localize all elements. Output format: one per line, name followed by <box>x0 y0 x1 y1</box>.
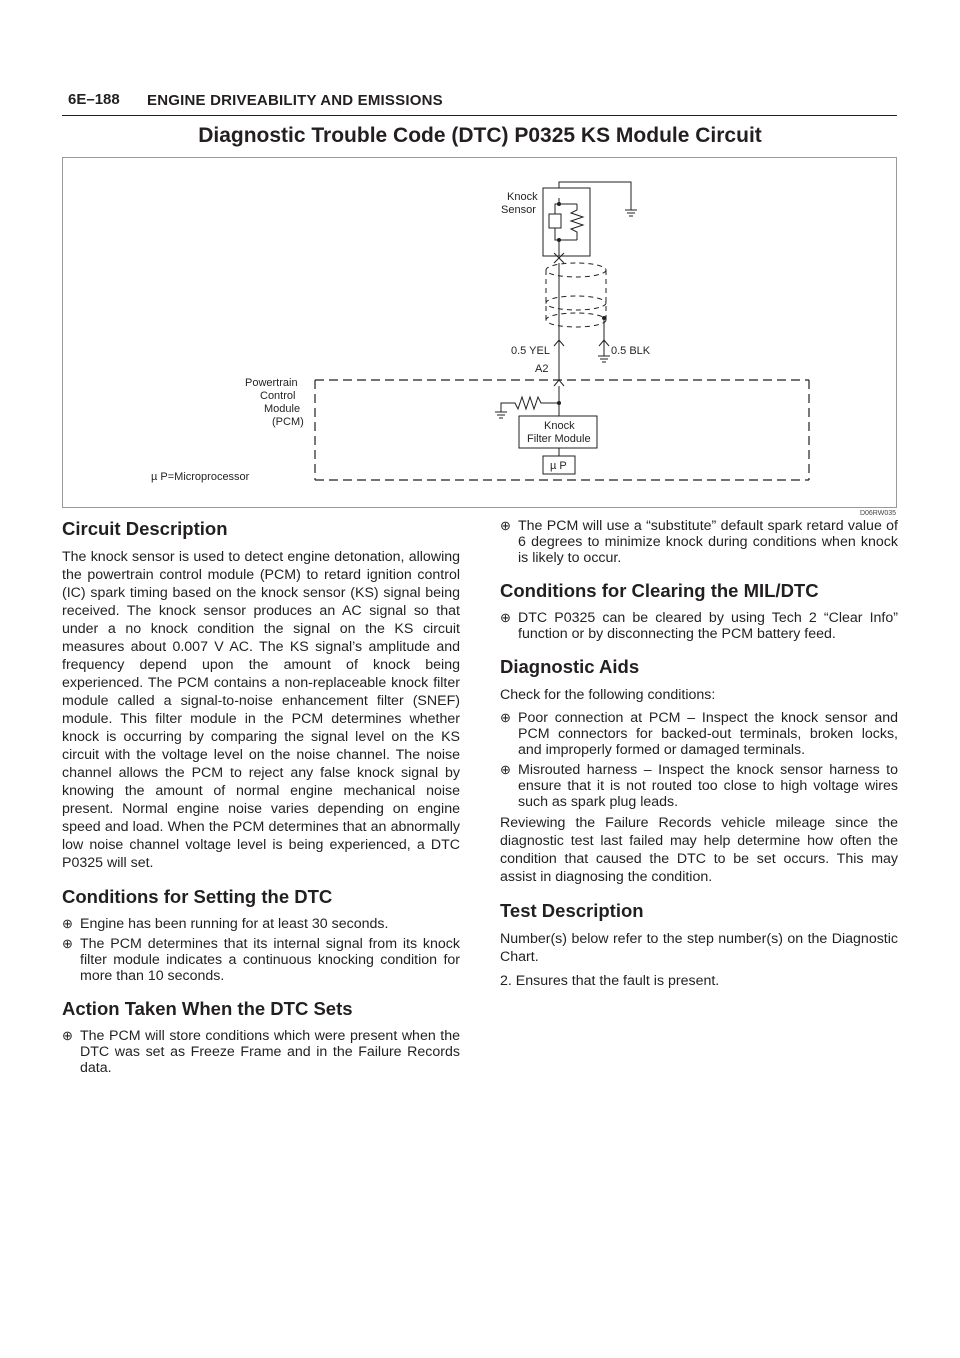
shield-icon <box>546 263 606 327</box>
kfm-label-1: Knock <box>544 420 575 432</box>
section-title: ENGINE DRIVEABILITY AND EMISSIONS <box>147 92 443 109</box>
sensor-ground-wire <box>559 182 631 210</box>
wiring-diagram-svg <box>63 158 898 509</box>
list-item: ⊕ Engine has been running for at least 30 seconds. <box>62 916 389 932</box>
knock-sensor-label-2: Sensor <box>501 204 536 216</box>
bullet-icon: ⊕ <box>500 518 511 533</box>
diagnostic-aids-list <box>500 710 898 810</box>
test-description-text: Number(s) below refer to the step number(s) on the Diagnostic Chart. <box>500 931 898 965</box>
bullet-icon: ⊕ <box>62 916 73 931</box>
up-label: µ P <box>550 460 567 472</box>
pcm-connector-icon <box>554 380 564 386</box>
bullet-icon: ⊕ <box>500 610 511 625</box>
conditions-setting-list <box>62 916 460 984</box>
diagnostic-aids-intro: Check for the following conditions: <box>500 687 716 703</box>
shield-drain-node <box>602 316 606 320</box>
pcm-label-4: (PCM) <box>272 416 304 428</box>
test-description-step: 2. Ensures that the fault is present. <box>500 973 720 989</box>
clearing-heading: Conditions for Clearing the MIL/DTC <box>500 580 819 601</box>
bullet-icon: ⊕ <box>500 710 511 725</box>
sensor-internal-wire <box>559 198 577 204</box>
conditions-setting-heading: Conditions for Setting the DTC <box>62 886 333 907</box>
bullet-icon: ⊕ <box>62 1028 73 1043</box>
kfm-label-2: Filter Module <box>527 433 591 445</box>
ground-icon-blk <box>598 356 610 362</box>
wiring-diagram <box>62 157 897 508</box>
list-item: ⊕ The PCM will use a “substitute” default spark retard value of 6 degrees to minimize knock during conditions when knock is likely to occur. <box>500 518 898 566</box>
page-title: Diagnostic Trouble Code (DTC) P0325 KS Module Circuit <box>198 124 762 147</box>
bullet-icon: ⊕ <box>62 936 73 951</box>
bullet-icon: ⊕ <box>500 762 511 777</box>
wire-yel-label: 0.5 YEL <box>511 345 550 357</box>
left-column <box>62 518 460 1080</box>
action-taken-heading: Action Taken When the DTC Sets <box>62 998 353 1019</box>
knock-sensor-label-1: Knock <box>507 191 538 203</box>
pcm-label-3: Module <box>264 403 301 415</box>
figure-id: D06RW035 <box>859 510 896 517</box>
clearing-list <box>500 610 898 642</box>
header-rule <box>62 115 897 116</box>
circuit-description-heading: Circuit Description <box>62 518 228 539</box>
pcm-resistor-icon <box>501 397 559 412</box>
action-taken-list-continued <box>500 518 898 566</box>
legend-label: µ P=Microprocessor <box>151 471 250 483</box>
pcm-label-1: Powertrain <box>245 377 298 389</box>
knock-sensor-box <box>543 188 590 256</box>
diagnostic-aids-heading: Diagnostic Aids <box>500 656 640 677</box>
test-description-heading: Test Description <box>500 900 644 921</box>
action-taken-list <box>62 1028 460 1076</box>
diagnostic-aids-outro: Reviewing the Failure Records vehicle mileage since the diagnostic test last failed may help determine how often the condition that caused the DTC to be set occurs. This may assist in diagnosing the condition. <box>500 815 898 885</box>
ground-icon <box>625 210 637 216</box>
list-item: ⊕ DTC P0325 can be cleared by using Tech 2 “Clear Info” function or by disconnecting the PCM battery feed. <box>500 610 898 642</box>
knock-sensor-element-icon <box>549 214 561 228</box>
pcm-node <box>557 401 561 405</box>
sensor-node <box>557 202 561 206</box>
right-column <box>500 518 898 996</box>
list-item: ⊕ The PCM will store conditions which were present when the DTC was set as Freeze Frame and in the Failure Records data. <box>62 1028 460 1076</box>
list-item: ⊕ Poor connection at PCM – Inspect the knock sensor and PCM connectors for backed-out terminals, broken locks, and improperly formed or damaged terminals. <box>500 710 898 758</box>
wire-blk-label: 0.5 BLK <box>611 345 651 357</box>
sensor-resistor-icon <box>571 204 583 240</box>
list-item: ⊕ Misrouted harness – Inspect the knock sensor harness to ensure that it is not routed too close to high voltage wires such as spark plug leads. <box>500 762 898 810</box>
page-number: 6E–188 <box>68 91 120 108</box>
circuit-description-text: The knock sensor is used to detect engine detonation, allowing the powertrain control module (PCM) to retard ignition control (IC) spark timing based on the knock sensor (KS) signal being received. The knock sensor produces an AC signal so that under a no knock condition the signal on the KS circuit measures about 0.007 V AC. The KS signal’s amplitude and frequency depend upon the amount of knock being experienced. The PCM contains a non-replaceable knock filter module called a signal-to-noise enhancement filter (SNEF) module. This filter module in the PCM determines whether knock is occurring by comparing the signal level on the KS circuit with the voltage level on the noise channel. The noise channel allows the PCM to reject any false knock signal by knowing the amount of normal engine mechanical noise present. Normal engine noise varies depending on engine speed and load. When the PCM determines that an abnormally low noise channel voltage level is being experienced, a DTC P0325 will set. <box>62 549 460 871</box>
list-item: ⊕ The PCM determines that its internal signal from its knock filter module indicates a continuous knocking condition for more than 10 seconds. <box>62 936 460 984</box>
pcm-label-2: Control <box>260 390 296 402</box>
pin-label: A2 <box>535 363 549 375</box>
ground-icon-pcm <box>495 412 507 418</box>
